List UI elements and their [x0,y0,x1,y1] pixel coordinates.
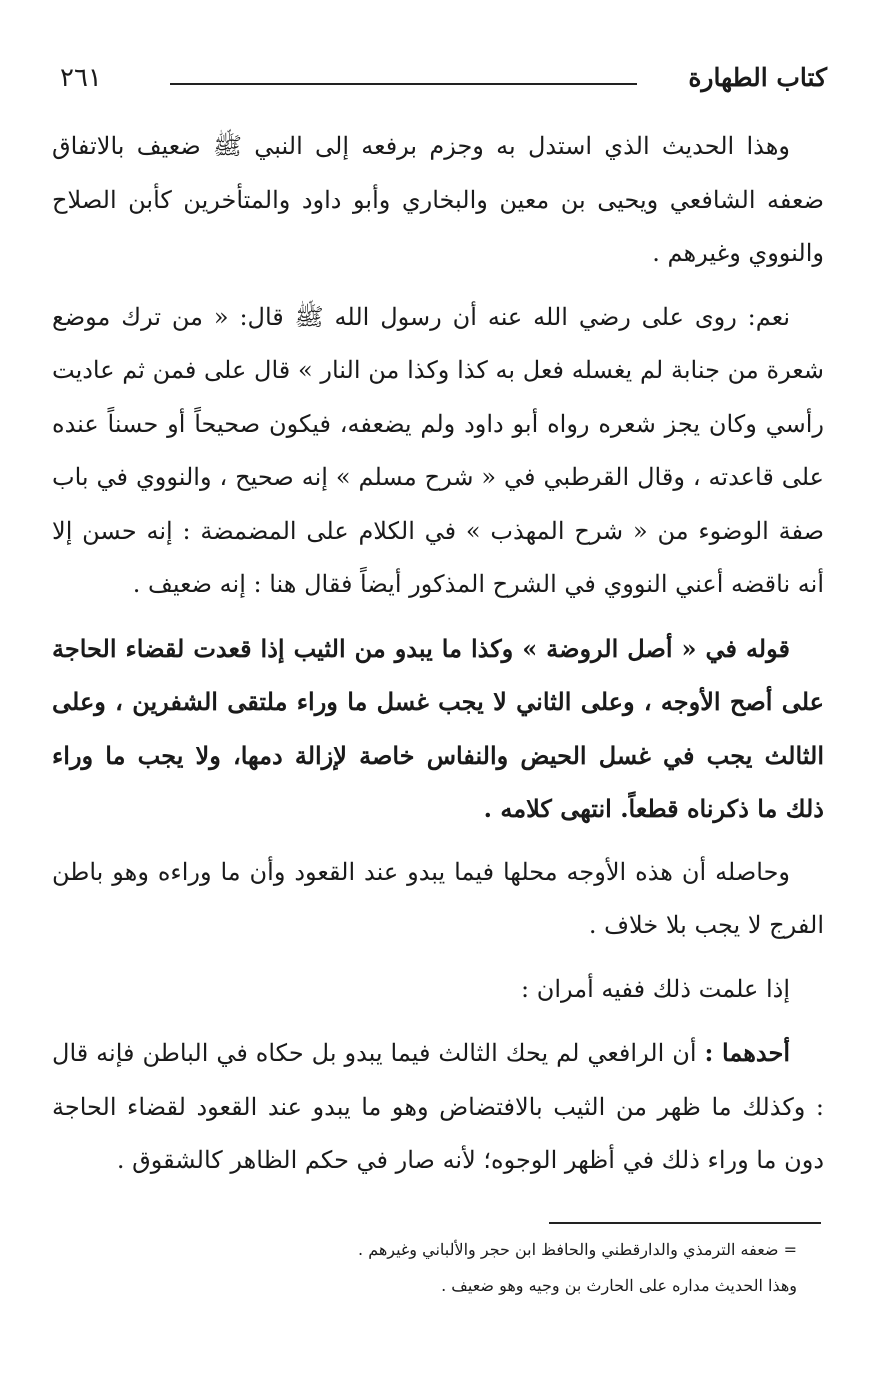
paragraph-text: وحاصله أن هذه الأوجه محلها فيما يبدو عند القعود وأن ما وراءه وهو باطن الفرج لا يجب بلا خلاف . [52,857,824,939]
footnote-rule [549,1222,821,1224]
page-number: ٢٦١ [60,63,102,93]
paragraph-lead: أحدهما : [704,1038,790,1067]
paragraph [52,846,824,953]
footnote-line: = ضعفه الترمذي والدارقطني والحافظ ابن حجر والألباني وغيرهم . [358,1240,797,1259]
paragraph-text: نعم: روى على رضي الله عنه أن رسول الله ﷺ قال: « من ترك موضع شعرة من جنابة لم يغسله فعل به كذا وكذا من النار » قال على فمن ثم عاديت رأسي وكان يجز شعره رواه أبو داود ولم يضعفه، فيكون صحيحاً أو حسناً عنده على قاعدته ، وقال القرطبي في « شرح مسلم » إنه صحيح ، والنووي في باب صفة الوضوء من « شرح المهذب » في الكلام على المضمضة : إنه حسن إلا أنه ناقضه أعني النووي في الشرح المذكور أيضاً فقال هنا : إنه ضعيف . [52,302,824,598]
paragraph [52,1026,824,1188]
paragraph-text: أن الرافعي لم يحك الثالث فيما يبدو بل حكاه في الباطن فإنه قال : وكذلك ما ظهر من الثيب بالافتضاض وهو ما يبدو عند القعود لقضاء الحاجة دون ما وراء ذلك في أظهر الوجوه؛ لأنه صار في حكم الظاهر كالشقوق . [52,1039,824,1174]
paragraph-text: قوله في « أصل الروضة » وكذا ما يبدو من الثيب إذا قعدت لقضاء الحاجة على أصح الأوجه ، وعلى الثاني لا يجب غسل ما وراء ملتقى الشفرين ، وعلى الثالث يجب في غسل الحيض والنفاس خاصة لإزالة دمها، ولا يجب ما وراء ذلك ما ذكرناه قطعاً. انتهى كلامه . [52,633,824,823]
paragraph-quoted-statement [52,622,824,836]
main-text [52,120,824,1198]
footnote-line: وهذا الحديث مداره على الحارث بن وجيه وهو ضعيف . [441,1276,797,1295]
paragraph [52,291,824,612]
page-header [52,58,827,98]
paragraph-text: إذا علمت ذلك ففيه أمران : [521,974,790,1003]
running-title: كتاب الطهارة [688,63,827,92]
footnotes [120,1232,797,1304]
paragraph [52,963,824,1017]
header-rule [170,83,637,85]
paragraph [52,120,824,281]
paragraph-text: وهذا الحديث الذي استدل به وجزم برفعه إلى النبي ﷺ ضعيف بالاتفاق ضعفه الشافعي ويحيى بن معين والبخاري وأبو داود والمتأخرين كأبن الصلاح والنووي وغيرهم . [52,132,824,267]
